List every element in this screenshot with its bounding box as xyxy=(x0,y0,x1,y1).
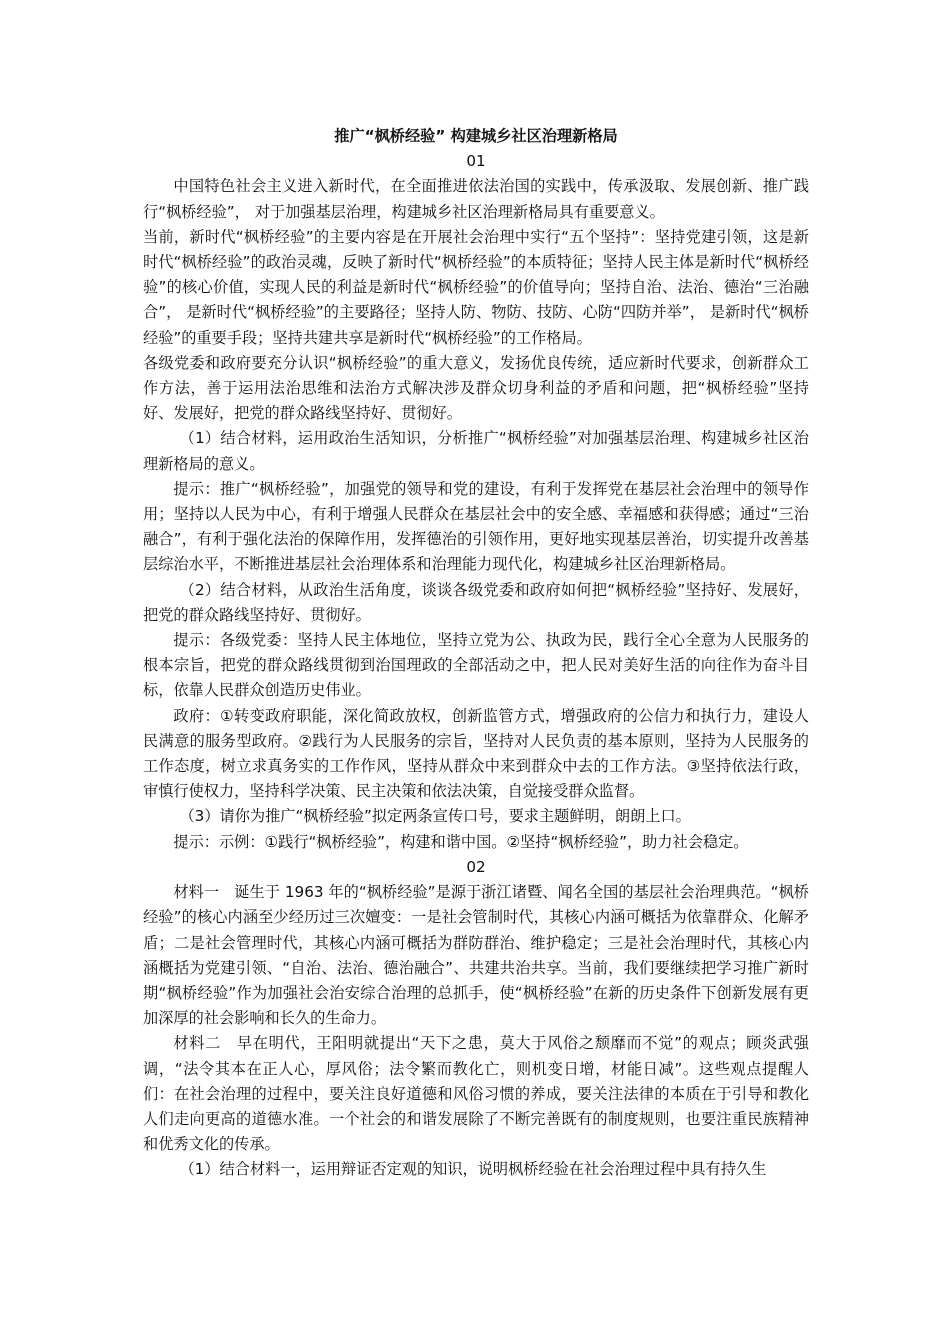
material-1: 材料一 诞生于 1963 年的“枫桥经验”是源于浙江诸暨、闻名全国的基层社会治理典范。“枫桥经验”的核心内涵至少经历过三次嬗变：一是社会管制时代，其核心内涵可概括为依靠群众、化解矛盾；二是社会管理时代，其核心内涵可概括为群防群治、维护稳定；三是社会治理时代，其核心内涵概括为党建引领、“自治、法治、德治融合”、共建共治共享。当前，我们要继续把学习推广新时期“枫桥经验”作为加强社会治安综合治理的总抓手，使“枫桥经验”在新的历史条件下创新发展有更加深厚的社会影响和长久的生命力。 xyxy=(143,883,809,1028)
section-number-02: 02 xyxy=(466,857,486,876)
document-title: 推广“枫桥经验” 构建城乡社区治理新格局 xyxy=(334,127,618,145)
answer-2-government: 政府：①转变政府职能，深化简政放权，创新监管方式，增强政府的公信力和执行力，建设人民满意的服务型政府。②践行为人民服务的宗旨，坚持对人民负责的基本原则，坚持为人民服务的工作态度，树立求真务实的工作作风，坚持从群众中来到群众中去的工作方法。③坚持依法行政，审慎行使权力，坚持科学决策、民主决策和依法决策，自觉接受群众监督。 xyxy=(143,706,809,801)
document-body xyxy=(143,124,809,1183)
party-government-paragraph: 各级党委和政府要充分认识“枫桥经验”的重大意义，发扬优良传统，适应新时代要求，创新群众工作方法，善于运用法治思维和法治方式解决涉及群众切身利益的矛盾和问题，把“枫桥经验”坚持好、发展好，把党的群众路线坚持好、贯彻好。 xyxy=(143,353,809,423)
section-number-01: 01 xyxy=(466,152,486,171)
five-adherences-paragraph: 当前，新时代“枫桥经验”的主要内容是在开展社会治理中实行“五个坚持”：坚持党建引领，这是新时代“枫桥经验”的政治灵魂，反映了新时代“枫桥经验”的本质特征；坚持人民主体是新时代“枫桥经验”的核心价值，实现人民的利益是新时代“枫桥经验”的价值导向；坚持自治、法治、德治“三治融合”， 是新时代“枫桥经验”的主要路径；坚持人防、物防、技防、心防“四防并举”， 是新时代“枫桥经验”的重要手段；坚持共建共享是新时代“枫桥经验”的工作格局。 xyxy=(143,227,809,347)
question-2: （2）结合材料，从政治生活角度，谈谈各级党委和政府如何把“枫桥经验”坚持好、发展好，把党的群众路线坚持好、贯彻好。 xyxy=(143,580,809,624)
answer-1: 提示：推广“枫桥经验”，加强党的领导和党的建设，有利于发挥党在基层社会治理中的领导作用；坚持以人民为中心，有利于增强人民群众在基层社会中的安全感、幸福感和获得感；通过“三治融合”，有利于强化法治的保障作用，发挥德治的引领作用，更好地实现基层善治，切实提升改善基层综治水平，不断推进基层社会治理体系和治理能力现代化，构建城乡社区治理新格局。 xyxy=(143,479,809,574)
intro-paragraph: 中国特色社会主义进入新时代，在全面推进依法治国的实践中，传承汲取、发展创新、推广践行“枫桥经验”， 对于加强基层治理，构建城乡社区治理新格局具有重要意义。 xyxy=(143,177,809,221)
question-1: （1）结合材料，运用政治生活知识，分析推广“枫桥经验”对加强基层治理、构建城乡社区治理新格局的意义。 xyxy=(143,429,809,473)
answer-3: 提示：示例：①践行“枫桥经验”，构建和谐中国。②坚持“枫桥经验”，助力社会稳定。 xyxy=(173,832,749,851)
material-2: 材料二 早在明代，王阳明就提出“天下之患，莫大于风俗之颓靡而不觉”的观点；顾炎武强调，“法令其本在正人心，厚风俗；法令繁而教化亡，则机变日增，材能日减”。这些观点提醒人们：在社会治理的过程中，要关注良好道德和风俗习惯的养成，要关注法律的本质在于引导和教化人们走向更高的道德水准。一个社会的和谐发展除了不断完善既有的制度规则，也要注重民族精神和优秀文化的传承。 xyxy=(143,1034,809,1154)
answer-2-party: 提示：各级党委：坚持人民主体地位，坚持立党为公、执政为民，践行全心全意为人民服务的根本宗旨，把党的群众路线贯彻到治国理政的全部活动之中，把人民对美好生活的向往作为奋斗目标，依靠人民群众创造历史伟业。 xyxy=(143,631,809,700)
question-3: （3）请你为推广“枫桥经验”拟定两条宣传口号，要求主题鲜明，朗朗上口。 xyxy=(179,807,691,826)
section-2-question-1: （1）结合材料一，运用辩证否定观的知识，说明枫桥经验在社会治理过程中具有持久生 xyxy=(179,1160,767,1179)
